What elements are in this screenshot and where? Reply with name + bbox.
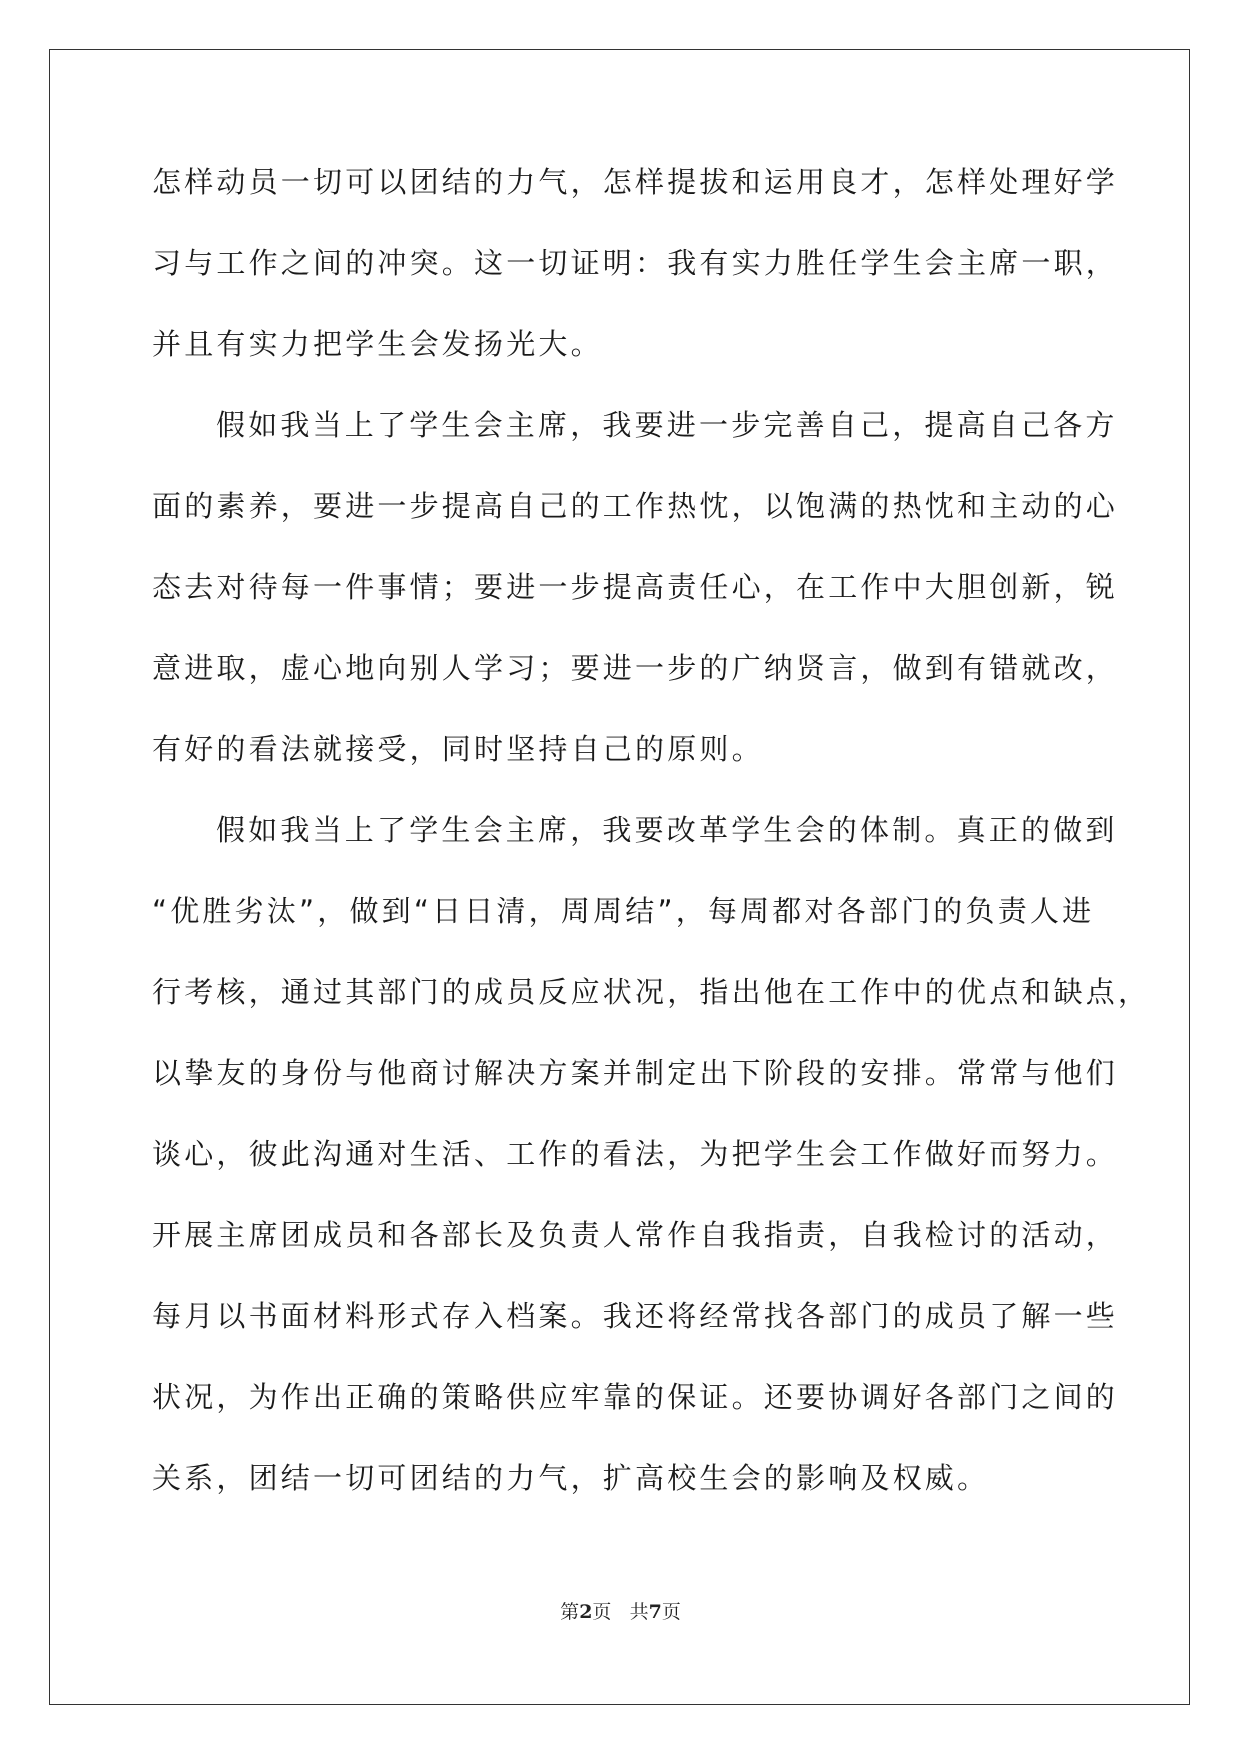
text-line: 状况，为作出正确的策略供应牢靠的保证。还要协调好各部门之间的 [152,1380,1119,1414]
text-line: 有好的看法就接受，同时坚持自己的原则。 [152,732,764,766]
text-line: 以挚友的身份与他商讨解决方案并制定出下阶段的安排。常常与他们 [152,1056,1119,1090]
total-suffix: 页 [661,1601,681,1623]
page-prefix: 第 [560,1601,580,1623]
text-line: 开展主席团成员和各部长及负责人常作自我指责，自我检讨的活动， [152,1218,1119,1252]
text-line: 每月以书面材料形式存入档案。我还将经常找各部门的成员了解一些 [152,1299,1119,1333]
total-pages: 7 [648,1601,662,1623]
text-line: 态去对待每一件事情；要进一步提高责任心，在工作中大胆创新，锐 [152,570,1119,604]
paragraph-start-line: 假如我当上了学生会主席，我要进一步完善自己，提高自己各方 [216,408,1118,442]
text-line: 面的素养，要进一步提高自己的工作热忱，以饱满的热忱和主动的心 [152,489,1119,523]
paragraph-start-line: 假如我当上了学生会主席，我要改革学生会的体制。真正的做到 [216,813,1118,847]
page-suffix: 页 [592,1601,612,1623]
text-line: 并且有实力把学生会发扬光大。 [152,327,603,361]
page-number: 2 [579,1601,593,1623]
text-line: 关系，团结一切可团结的力气，扩高校生会的影响及权威。 [152,1461,990,1495]
text-line: 怎样动员一切可以团结的力气，怎样提拔和运用良才，怎样处理好学 [152,165,1119,199]
total-prefix: 共 [629,1601,649,1623]
text-line: 行考核，通过其部门的成员反应状况，指出他在工作中的优点和缺点， [152,975,1151,1009]
page-border [49,49,1190,1705]
text-line: “优胜劣汰”，做到“日日清，周周结”，每周都对各部门的负责人进 [152,894,1095,928]
text-line: 意进取，虚心地向别人学习；要进一步的广纳贤言，做到有错就改， [152,651,1119,685]
text-line: 谈心，彼此沟通对生活、工作的看法，为把学生会工作做好而努力。 [152,1137,1119,1171]
page-footer [0,1597,1241,1624]
text-line: 习与工作之间的冲突。这一切证明：我有实力胜任学生会主席一职， [152,246,1119,280]
